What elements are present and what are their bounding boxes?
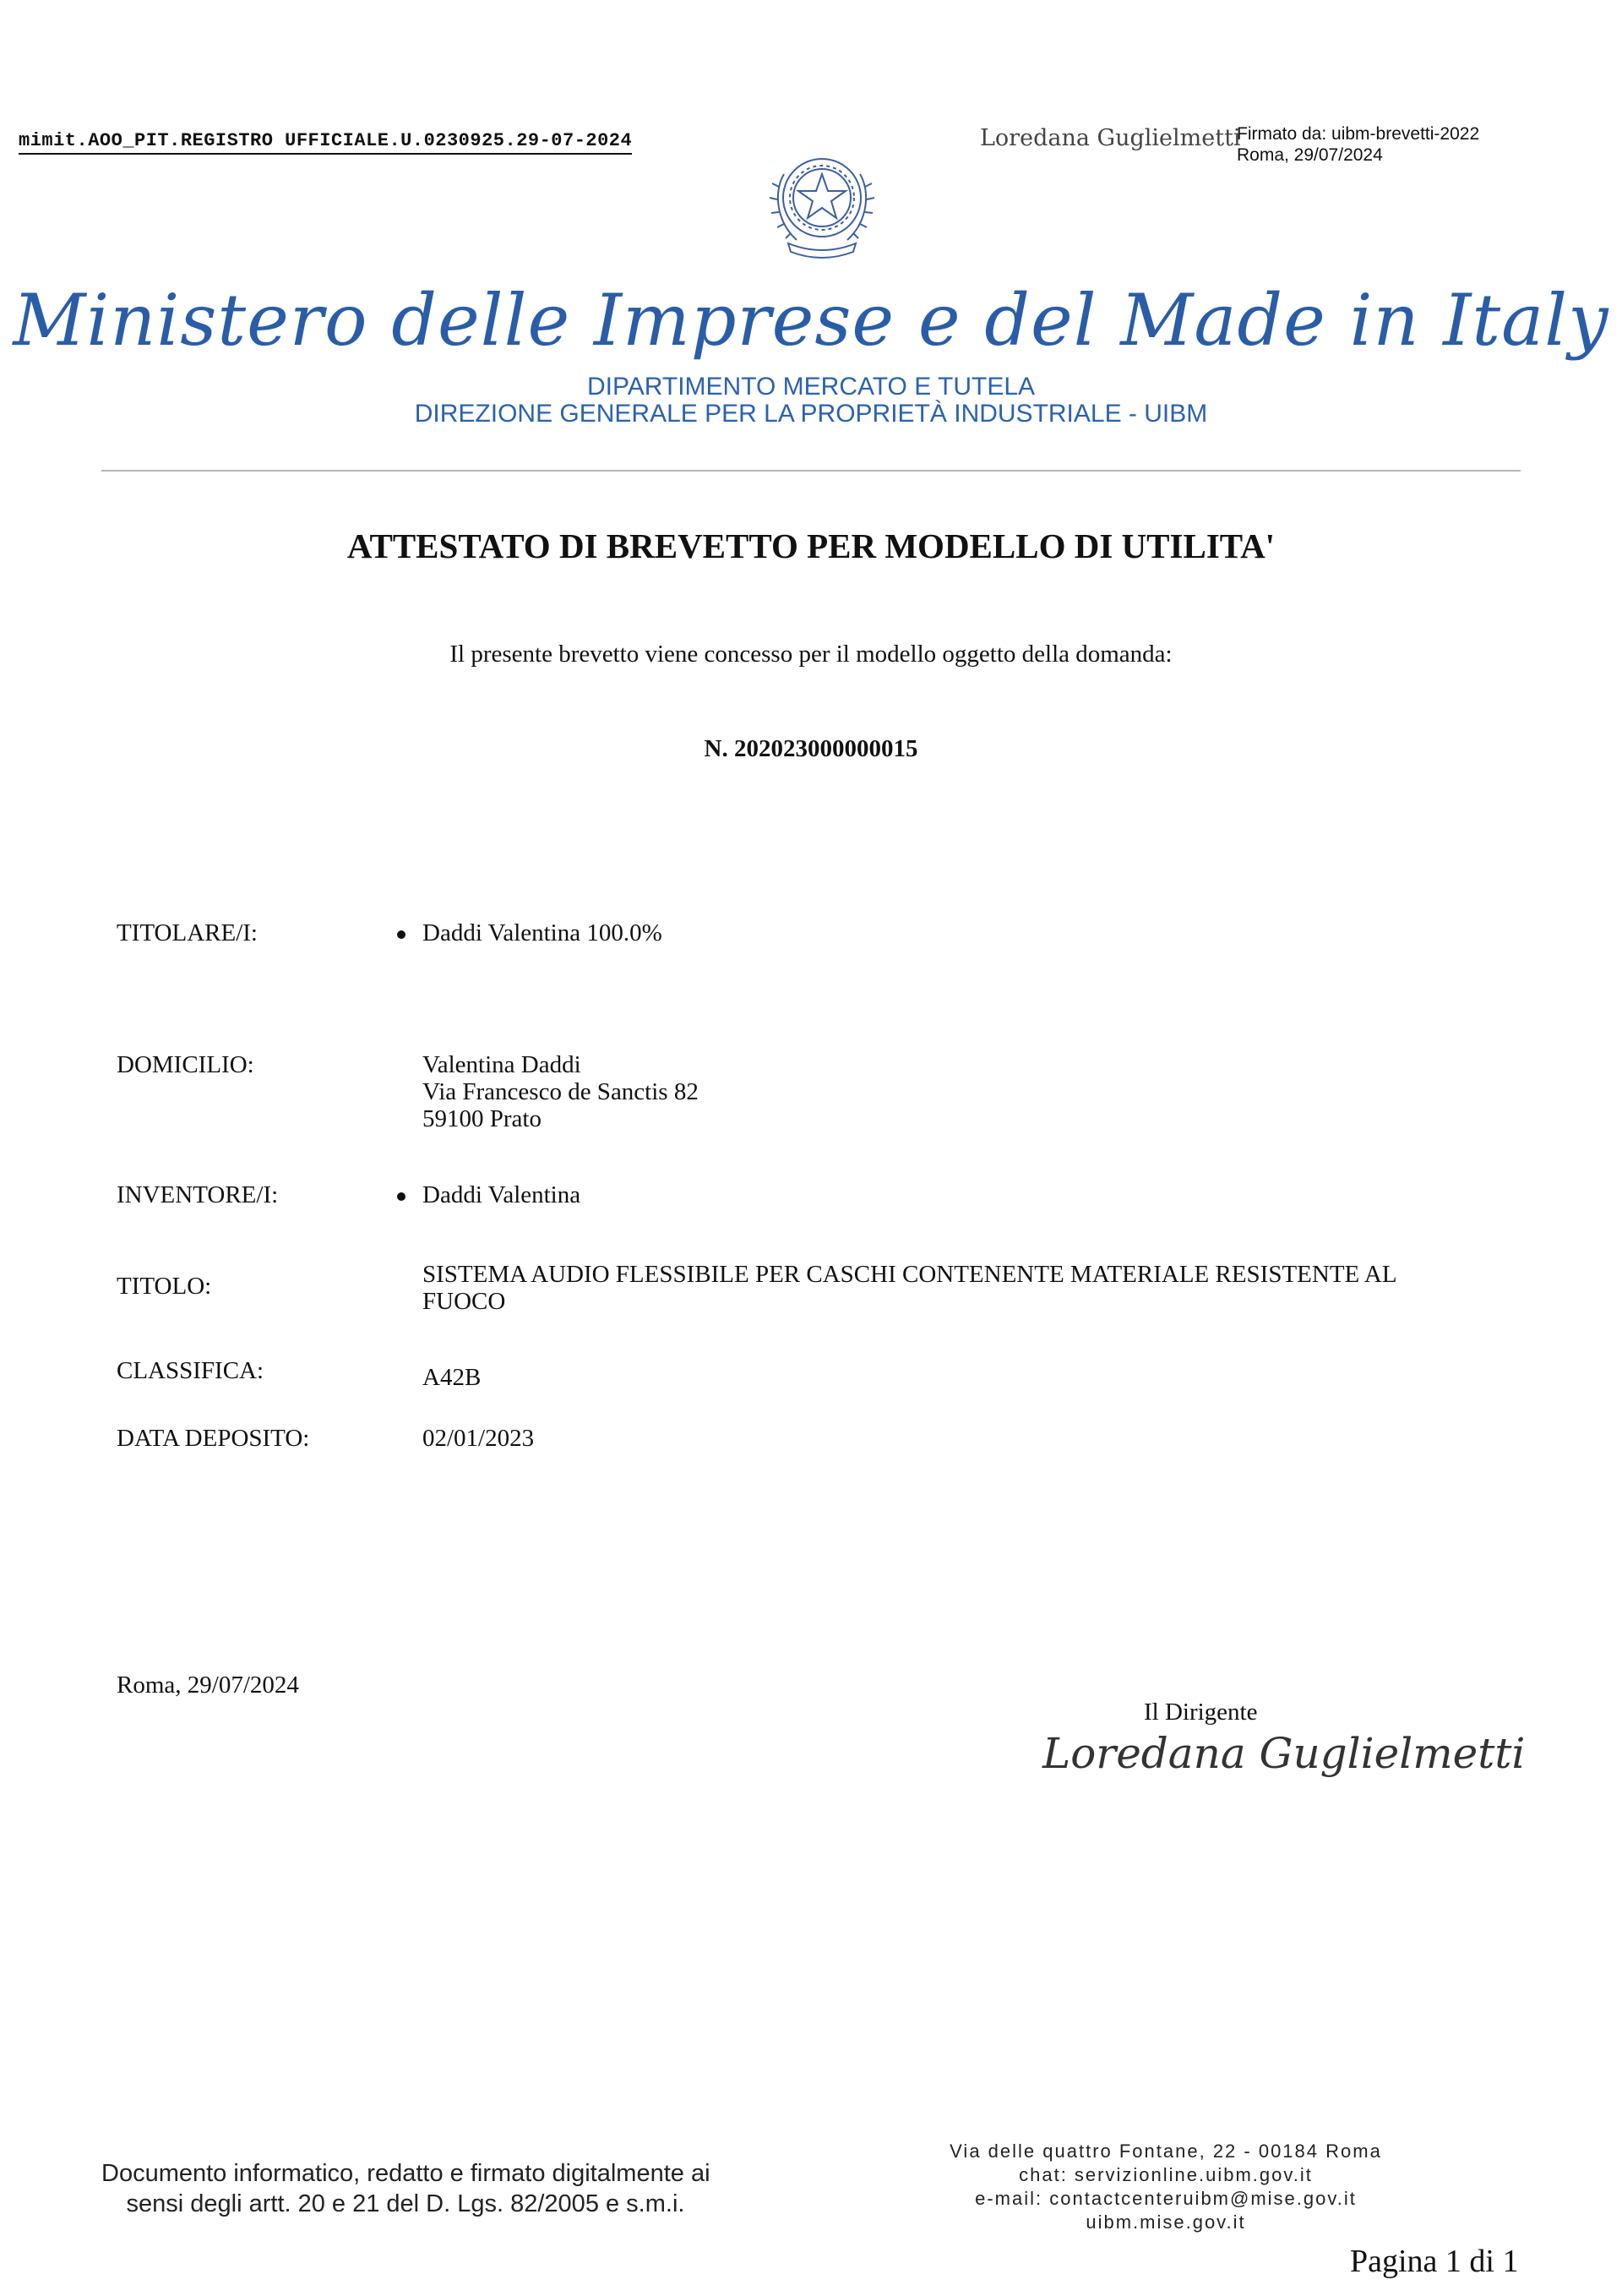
domicilio-line: 59100 Prato xyxy=(422,1105,542,1132)
header-signature: Loredana Guglielmetti xyxy=(980,125,1241,151)
titolare-label: TITOLARE/I: xyxy=(117,919,258,946)
titolo-line: SISTEMA AUDIO FLESSIBILE PER CASCHI CONTENENTE MATERIALE RESISTENTE AL xyxy=(422,1261,1397,1288)
data-deposito-label: DATA DEPOSITO: xyxy=(117,1425,310,1452)
document-intro: Il presente brevetto viene concesso per il modello oggetto della domanda: xyxy=(449,641,1173,668)
signatory-role: Il Dirigente xyxy=(1144,1699,1258,1726)
bullet-icon xyxy=(397,1192,406,1201)
contact-email: e-mail: contactcenteruibm@mise.gov.it xyxy=(975,2188,1357,2209)
document-title: ATTESTATO DI BREVETTO PER MODELLO DI UTILITA' xyxy=(346,526,1276,565)
domicilio-line: Via Francesco de Sanctis 82 xyxy=(422,1078,699,1105)
legal-notice xyxy=(101,2158,710,2219)
domicilio-label: DOMICILIO: xyxy=(117,1051,254,1078)
legal-line: Documento informatico, redatto e firmato digitalmente ai xyxy=(101,2160,710,2187)
protocol-number: mimit.AOO_PIT.REGISTRO UFFICIALE.U.0230925.29-07-2024 xyxy=(19,130,632,155)
italian-republic-emblem-icon xyxy=(759,140,885,267)
signatory-signature: Loredana Guglielmetti xyxy=(1042,1729,1526,1778)
contact-info xyxy=(912,2140,1419,2234)
titolare-value: Daddi Valentina 100.0% xyxy=(422,919,662,946)
domicilio-value xyxy=(422,1051,699,1132)
contact-chat: chat: servizionline.uibm.gov.it xyxy=(1019,2164,1313,2185)
digital-signature-stamp xyxy=(1237,123,1479,166)
contact-website: uibm.mise.gov.it xyxy=(1086,2211,1246,2233)
titolo-line: FUOCO xyxy=(422,1288,506,1315)
inventore-value: Daddi Valentina xyxy=(422,1181,581,1208)
department-block xyxy=(0,374,1622,428)
contact-address: Via delle quattro Fontane, 22 - 00184 Roma xyxy=(950,2141,1382,2162)
header-divider xyxy=(101,470,1521,472)
issue-place-date: Roma, 29/07/2024 xyxy=(117,1672,299,1699)
department-name: DIPARTIMENTO MERCATO E TUTELA xyxy=(586,373,1036,401)
domicilio-line: Valentina Daddi xyxy=(422,1051,581,1078)
legal-line: sensi degli artt. 20 e 21 del D. Lgs. 82/2005 e s.m.i. xyxy=(126,2190,685,2217)
patent-number: N. 202023000000015 xyxy=(704,735,918,762)
classifica-value: A42B xyxy=(422,1364,482,1391)
signed-place-date: Roma, 29/07/2024 xyxy=(1237,145,1383,165)
page-number: Pagina 1 di 1 xyxy=(1350,2244,1519,2279)
titolo-value xyxy=(422,1261,1397,1315)
titolo-label: TITOLO: xyxy=(117,1273,212,1300)
inventore-label: INVENTORE/I: xyxy=(117,1181,279,1208)
signed-by-text: Firmato da: uibm-brevetti-2022 xyxy=(1237,124,1480,144)
directorate-name: DIREZIONE GENERALE PER LA PROPRIETÀ INDUSTRIALE - UIBM xyxy=(414,400,1208,428)
ministry-name: Ministero delle Imprese e del Made in Italy xyxy=(13,279,1609,362)
classifica-label: CLASSIFICA: xyxy=(117,1357,264,1384)
data-deposito-value: 02/01/2023 xyxy=(422,1425,535,1452)
bullet-icon xyxy=(397,930,406,939)
